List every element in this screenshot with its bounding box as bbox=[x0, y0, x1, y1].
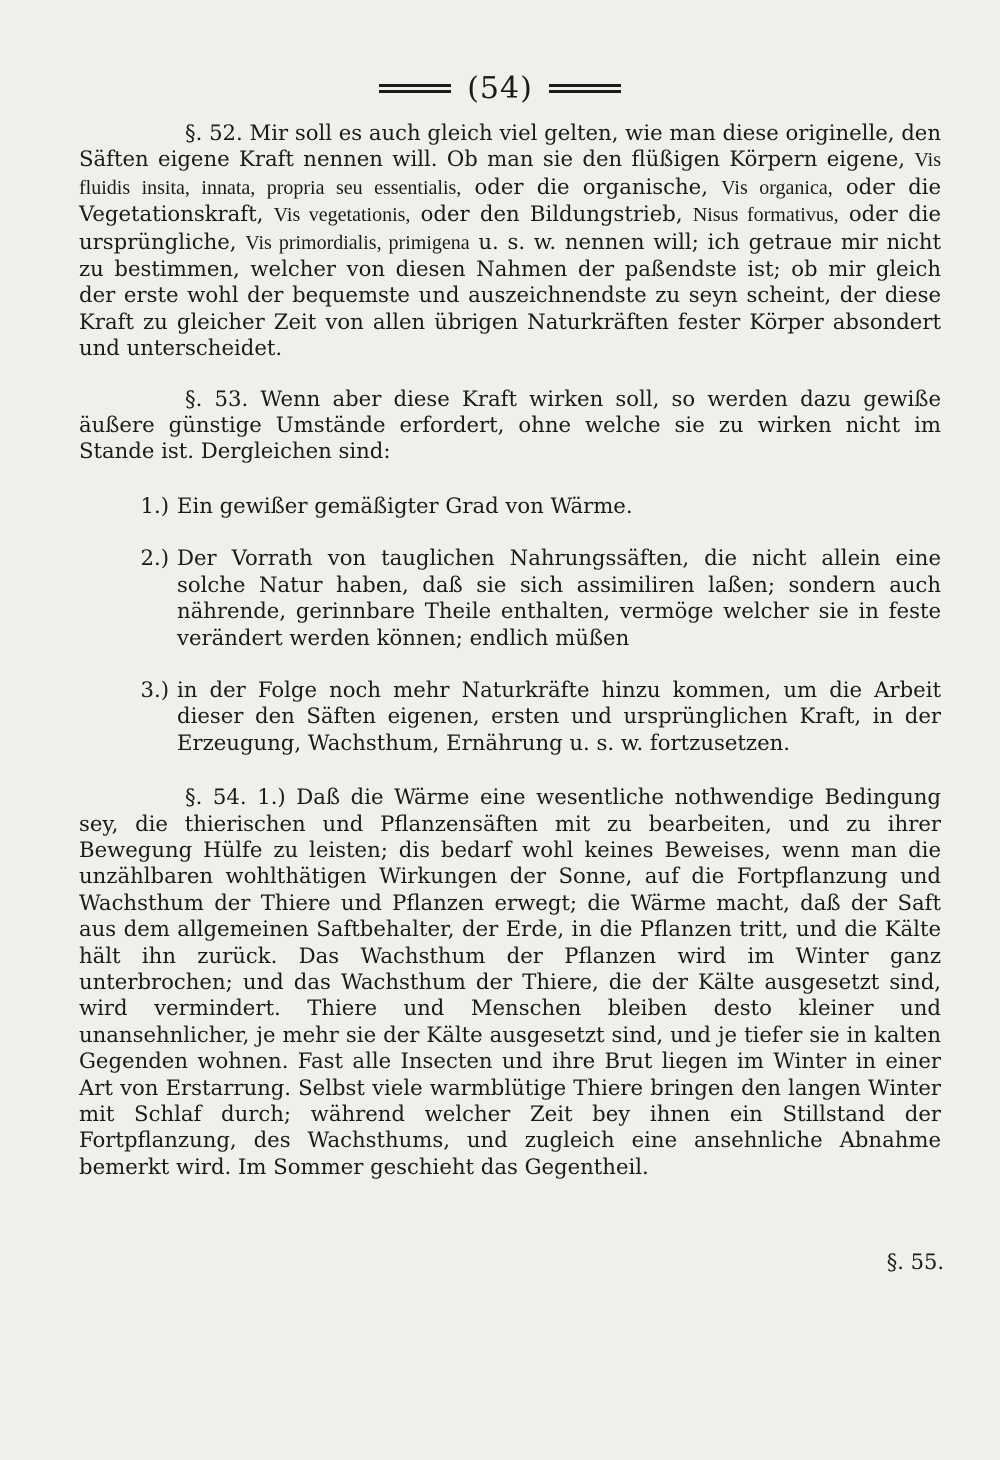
catchword: §. 55. bbox=[886, 1250, 944, 1274]
paragraph-52-text: oder die organische, bbox=[461, 173, 722, 199]
paragraph-52 bbox=[79, 120, 941, 362]
list-item bbox=[79, 493, 941, 519]
page-header bbox=[0, 66, 1000, 110]
list-item-text: Der Vorrath von tauglichen Nahrungssäften, die nicht allein eine solche Natur haben, daß sie sich assimiliren laßen; sondern auch nährende, gerinnbare Theile enthalten, vermöge welcher sie in feste verändert werden können; endlich müßen bbox=[177, 545, 941, 650]
latin-term: Vis primordialis, primigena bbox=[245, 231, 470, 254]
list-item-number: 3.) bbox=[140, 676, 169, 702]
paragraph-52-text: oder die ursprüngliche, bbox=[79, 201, 941, 254]
latin-term: Nisus formativus, bbox=[692, 204, 839, 227]
latin-term: Vis fluidis insita, innata, propria seu essentialis, bbox=[79, 149, 941, 199]
paragraph-52-text: §. 52. Mir soll es auch gleich viel gelten, wie man diese originelle, den Säften eigene Kraft nennen will. Ob man sie den flüßigen Körpern eigene, bbox=[79, 120, 941, 172]
paragraph-52-text: oder die Vegetationskraft, bbox=[79, 173, 941, 227]
list-item-number: 2.) bbox=[140, 545, 169, 571]
list-item bbox=[79, 545, 941, 651]
list-item bbox=[79, 677, 941, 756]
header-rule-left bbox=[379, 84, 451, 93]
list-item-text: in der Folge noch mehr Naturkräfte hinzu kommen, um die Arbeit dieser den Säften eigenen, ersten und ursprünglichen Kraft, in der Erzeugung, Wachsthum, Ernährung u. s. w. fortzusetzen. bbox=[177, 676, 941, 755]
paragraph-54: §. 54. 1.) Daß die Wärme eine wesentliche nothwendige Bedingung sey, die thierischen und Pflanzensäften mit zu bearbeiten, und zu ihrer Bewegung Hülfe zu leisten; dis bedarf wohl keines Beweises, wenn man die unzählbaren wohlthätigen Wirkungen der Sonne, auf die Fortpflanzung und Wachsthum der Thiere und Pflanzen erwegt; die Wärme macht, daß der Saft aus dem allgemeinen Saftbehalter, der Erde, in die Pflanzen tritt, und die Kälte hält ihn zurück. Das Wachsthum der Pflanzen wird im Winter ganz unterbrochen; und das Wachsthum der Thiere, die der Kälte ausgesetzt sind, wird vermindert. Thiere und Menschen bleiben desto kleiner und unansehnlicher, je mehr sie der Kälte ausgesetzt sind, und je tiefer sie in kalten Gegenden wohnen. Fast alle Insecten und ihre Brut liegen im Winter in einer Art von Erstarrung. Selbst viele warmblütige Thiere bringen den langen Winter mit Schlaf durch; während welcher Zeit bey ihnen ein Stillstand der Fortpflanzung, des Wachsthums, und zugleich eine ansehnliche Abnahme bemerkt wird. Im Sommer geschieht das Gegentheil. bbox=[79, 784, 941, 1179]
paragraph-52-text: oder den Bildungstrieb, bbox=[410, 201, 693, 227]
page-number: (54) bbox=[467, 70, 533, 106]
latin-term: Vis vegetationis, bbox=[273, 204, 411, 227]
header-rule-right bbox=[549, 84, 621, 93]
paragraph-52-text: u. s. w. nennen will; ich getraue mir nicht zu bestimmen, welcher von diesen Nahmen der paßendste ist; ob mir gleich der erste wohl der bequemste und auszeichnendste zu seyn scheint, der diese Kraft zu gleicher Zeit von allen übrigen Naturkräften fester Körper absondert und unterscheidet. bbox=[79, 228, 942, 361]
list-item-text: Ein gewißer gemäßigter Grad von Wärme. bbox=[177, 492, 633, 518]
page-body bbox=[79, 120, 941, 1180]
paragraph-53: §. 53. Wenn aber diese Kraft wirken soll, so werden dazu gewiße äußere günstige Umstände erfordert, ohne welche sie zu wirken nicht im Stande ist. Dergleichen sind: bbox=[79, 385, 941, 464]
latin-term: Vis organica, bbox=[721, 176, 833, 199]
list-item-number: 1.) bbox=[140, 492, 169, 518]
